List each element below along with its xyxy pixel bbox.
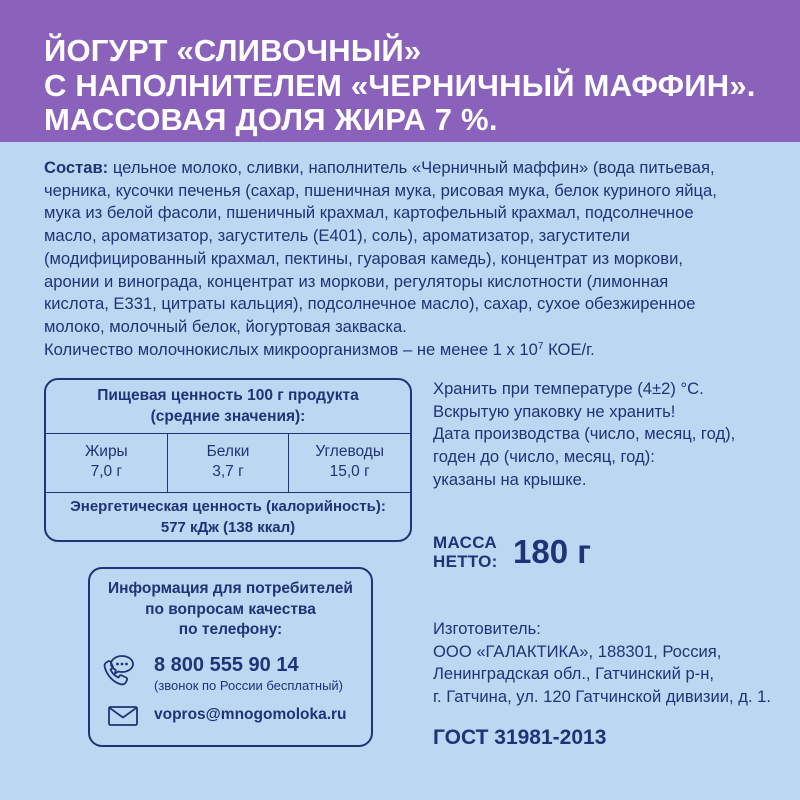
envelope-icon [108, 706, 138, 726]
nutrient-name: Белки [206, 443, 250, 460]
support-email[interactable]: vopros@mnogomoloka.ru [154, 706, 347, 723]
manufacturer-line: Ленинградская обл., Гатчинский р-н, [433, 664, 714, 684]
hotline-phone[interactable]: 8 800 555 90 14 [154, 654, 299, 676]
net-mass-label-line-1: МАССА [433, 533, 497, 552]
manufacturer-line: г. Гатчина, ул. 120 Гатчинской дивизии, д. 1. [433, 687, 772, 707]
nutrition-cells [46, 434, 410, 493]
energy-value-block [46, 492, 410, 538]
product-title-line-3: МАССОВАЯ ДОЛЯ ЖИРА 7 %. [44, 102, 498, 137]
consumer-info-box [88, 567, 373, 747]
header-banner [0, 0, 800, 142]
storage-line: годен до (число, месяц, год): [433, 447, 655, 467]
nutrient-name: Углеводы [315, 443, 384, 460]
composition-line: молоко, молочный белок, йогуртовая закваска. [44, 316, 407, 336]
energy-value: 577 кДж (138 ккал) [160, 519, 296, 536]
composition-line: (модифицированный крахмал, пектины, гуаровая камедь), концентрат из моркови, [44, 248, 683, 268]
consumer-info-title-line: по вопросам качества [145, 600, 316, 618]
net-mass-value: 180 г [513, 533, 591, 570]
net-mass-label-line-2: НЕТТО: [433, 552, 498, 571]
consumer-info-title [90, 579, 371, 641]
phone-chat-icon [100, 653, 136, 689]
nutrition-cell-carbs [288, 434, 410, 492]
nutrition-table [44, 378, 412, 542]
nutrition-subtitle: (средние значения): [150, 408, 306, 425]
consumer-info-title-line: Информация для потребителей [108, 580, 353, 597]
nutrient-value: 7,0 г [90, 463, 123, 480]
nutrition-table-header [46, 380, 410, 434]
nutrient-value: 3,7 г [212, 463, 244, 480]
composition-label: Состав: [44, 158, 109, 177]
composition-block [44, 157, 784, 361]
manufacturer-line: Изготовитель: [433, 619, 541, 638]
nutrient-value: 15,0 г [329, 463, 370, 480]
composition-text: цельное молоко, сливки, наполнитель «Черничный маффин» (вода питьевая, [108, 158, 715, 177]
product-title-line-2: С НАПОЛНИТЕЛЕМ «ЧЕРНИЧНЫЙ МАФФИН». [44, 68, 756, 103]
manufacturer-line: ООО «ГАЛАКТИКА», 188301, Россия, [433, 641, 722, 661]
microorganisms-text: Количество молочнокислых микроорганизмов – не менее 1 х 10 [44, 339, 538, 359]
composition-line [44, 157, 784, 180]
microorganisms-line [44, 339, 784, 362]
composition-line: черника, кусочки печенья (сахар, пшеничная мука, рисовая мука, белок куриного яйца, [44, 180, 717, 200]
energy-label: Энергетическая ценность (калорийность): [70, 498, 386, 515]
composition-line: кислота, Е331, цитраты кальция), подсолнечное масло), сахар, сухое обезжиренное [44, 294, 696, 314]
storage-conditions [433, 378, 793, 492]
product-title-line-1: ЙОГУРТ «СЛИВОЧНЫЙ» [44, 33, 422, 68]
composition-line: масло, ароматизатор, загуститель (Е401), соль), ароматизатор, загустители [44, 226, 630, 246]
composition-line: аронии и винограда, концентрат из моркови, регуляторы кислотности (лимонная [44, 271, 669, 291]
nutrition-title: Пищевая ценность 100 г продукта [97, 387, 359, 404]
storage-line: Вскрытую упаковку не хранить! [433, 401, 676, 421]
microorganisms-unit: КОЕ/г. [543, 339, 595, 359]
gost-standard: ГОСТ 31981-2013 [433, 726, 607, 749]
manufacturer-block [433, 618, 793, 709]
nutrient-name: Жиры [84, 443, 128, 460]
storage-line: указаны на крышке. [433, 469, 587, 489]
net-mass [433, 530, 633, 580]
nutrition-cell-fat [46, 434, 167, 492]
net-mass-label [433, 533, 498, 571]
microorganisms-exponent: 7 [537, 340, 544, 352]
hotline-note: (звонок по России бесплатный) [154, 678, 344, 693]
consumer-info-title-line: по телефону: [178, 621, 283, 638]
storage-line: Дата производства (число, месяц, год), [433, 424, 736, 444]
storage-line: Хранить при температуре (4±2) °С. [433, 379, 704, 398]
nutrition-cell-protein [167, 434, 289, 492]
composition-line: мука из белой фасоли, пшеничный крахмал, картофельный крахмал, подсолнечное [44, 203, 694, 223]
